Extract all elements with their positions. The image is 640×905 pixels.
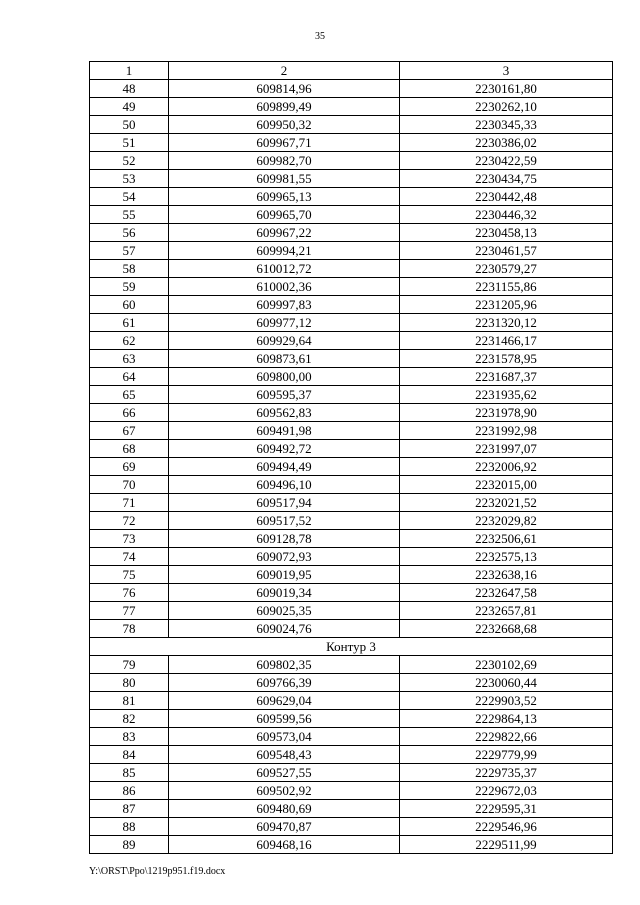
cell-y-coordinate: 2232015,00 bbox=[400, 476, 613, 494]
cell-x-coordinate: 609629,04 bbox=[169, 692, 400, 710]
cell-y-coordinate: 2231466,17 bbox=[400, 332, 613, 350]
cell-x-coordinate: 609527,55 bbox=[169, 764, 400, 782]
cell-x-coordinate: 609019,34 bbox=[169, 584, 400, 602]
cell-x-coordinate: 609766,39 bbox=[169, 674, 400, 692]
cell-y-coordinate: 2230386,02 bbox=[400, 134, 613, 152]
cell-y-coordinate: 2229779,99 bbox=[400, 746, 613, 764]
table-row bbox=[90, 458, 613, 476]
section-row bbox=[90, 638, 613, 656]
coordinates-table bbox=[89, 61, 613, 854]
cell-y-coordinate: 2230434,75 bbox=[400, 170, 613, 188]
cell-point-number: 57 bbox=[90, 242, 169, 260]
table-row bbox=[90, 350, 613, 368]
cell-y-coordinate: 2229822,66 bbox=[400, 728, 613, 746]
cell-point-number: 87 bbox=[90, 800, 169, 818]
table-row bbox=[90, 746, 613, 764]
table-row bbox=[90, 782, 613, 800]
table-row bbox=[90, 674, 613, 692]
cell-y-coordinate: 2231997,07 bbox=[400, 440, 613, 458]
cell-x-coordinate: 609019,95 bbox=[169, 566, 400, 584]
cell-point-number: 58 bbox=[90, 260, 169, 278]
cell-y-coordinate: 2232575,13 bbox=[400, 548, 613, 566]
table-row bbox=[90, 404, 613, 422]
cell-x-coordinate: 609994,21 bbox=[169, 242, 400, 260]
cell-point-number: 48 bbox=[90, 80, 169, 98]
cell-y-coordinate: 2231935,62 bbox=[400, 386, 613, 404]
cell-point-number: 59 bbox=[90, 278, 169, 296]
table-row bbox=[90, 296, 613, 314]
cell-x-coordinate: 609494,49 bbox=[169, 458, 400, 476]
table-row bbox=[90, 260, 613, 278]
cell-y-coordinate: 2232668,68 bbox=[400, 620, 613, 638]
cell-point-number: 68 bbox=[90, 440, 169, 458]
table-row bbox=[90, 116, 613, 134]
cell-y-coordinate: 2229864,13 bbox=[400, 710, 613, 728]
cell-x-coordinate: 609981,55 bbox=[169, 170, 400, 188]
table-row bbox=[90, 206, 613, 224]
table-row bbox=[90, 656, 613, 674]
cell-x-coordinate: 609517,94 bbox=[169, 494, 400, 512]
cell-x-coordinate: 609496,10 bbox=[169, 476, 400, 494]
cell-x-coordinate: 609965,13 bbox=[169, 188, 400, 206]
cell-point-number: 85 bbox=[90, 764, 169, 782]
table-row bbox=[90, 332, 613, 350]
table-row bbox=[90, 548, 613, 566]
cell-y-coordinate: 2232657,81 bbox=[400, 602, 613, 620]
cell-x-coordinate: 609548,43 bbox=[169, 746, 400, 764]
cell-x-coordinate: 609950,32 bbox=[169, 116, 400, 134]
table-row bbox=[90, 152, 613, 170]
cell-point-number: 80 bbox=[90, 674, 169, 692]
cell-point-number: 88 bbox=[90, 818, 169, 836]
table-row bbox=[90, 368, 613, 386]
cell-point-number: 49 bbox=[90, 98, 169, 116]
table-body-after bbox=[90, 656, 613, 854]
cell-y-coordinate: 2230102,69 bbox=[400, 656, 613, 674]
cell-y-coordinate: 2231992,98 bbox=[400, 422, 613, 440]
cell-y-coordinate: 2230442,48 bbox=[400, 188, 613, 206]
cell-x-coordinate: 609468,16 bbox=[169, 836, 400, 854]
table-row bbox=[90, 188, 613, 206]
page-number: 35 bbox=[315, 31, 325, 42]
cell-point-number: 76 bbox=[90, 584, 169, 602]
table-row bbox=[90, 512, 613, 530]
table-row bbox=[90, 494, 613, 512]
cell-point-number: 67 bbox=[90, 422, 169, 440]
cell-x-coordinate: 609502,92 bbox=[169, 782, 400, 800]
cell-point-number: 56 bbox=[90, 224, 169, 242]
cell-x-coordinate: 609492,72 bbox=[169, 440, 400, 458]
cell-point-number: 66 bbox=[90, 404, 169, 422]
header-cell-y: 3 bbox=[400, 62, 613, 80]
cell-point-number: 82 bbox=[90, 710, 169, 728]
cell-x-coordinate: 609873,61 bbox=[169, 350, 400, 368]
cell-x-coordinate: 609814,96 bbox=[169, 80, 400, 98]
cell-x-coordinate: 609967,22 bbox=[169, 224, 400, 242]
cell-y-coordinate: 2231978,90 bbox=[400, 404, 613, 422]
cell-x-coordinate: 609982,70 bbox=[169, 152, 400, 170]
table-header-row bbox=[90, 62, 613, 80]
table-row bbox=[90, 314, 613, 332]
cell-x-coordinate: 609800,00 bbox=[169, 368, 400, 386]
cell-x-coordinate: 609967,71 bbox=[169, 134, 400, 152]
cell-y-coordinate: 2229546,96 bbox=[400, 818, 613, 836]
cell-point-number: 55 bbox=[90, 206, 169, 224]
table-row bbox=[90, 386, 613, 404]
table-row bbox=[90, 98, 613, 116]
cell-y-coordinate: 2231578,95 bbox=[400, 350, 613, 368]
cell-x-coordinate: 609802,35 bbox=[169, 656, 400, 674]
cell-point-number: 54 bbox=[90, 188, 169, 206]
cell-y-coordinate: 2230461,57 bbox=[400, 242, 613, 260]
cell-y-coordinate: 2229595,31 bbox=[400, 800, 613, 818]
cell-y-coordinate: 2229735,37 bbox=[400, 764, 613, 782]
cell-x-coordinate: 610002,36 bbox=[169, 278, 400, 296]
table-row bbox=[90, 422, 613, 440]
cell-point-number: 61 bbox=[90, 314, 169, 332]
table-row bbox=[90, 620, 613, 638]
table-row bbox=[90, 800, 613, 818]
cell-y-coordinate: 2230458,13 bbox=[400, 224, 613, 242]
section-title: Контур 3 bbox=[90, 638, 613, 656]
table-row bbox=[90, 440, 613, 458]
cell-point-number: 72 bbox=[90, 512, 169, 530]
cell-x-coordinate: 609025,35 bbox=[169, 602, 400, 620]
table-row bbox=[90, 602, 613, 620]
cell-y-coordinate: 2229511,99 bbox=[400, 836, 613, 854]
cell-point-number: 86 bbox=[90, 782, 169, 800]
table-row bbox=[90, 764, 613, 782]
cell-x-coordinate: 610012,72 bbox=[169, 260, 400, 278]
cell-point-number: 74 bbox=[90, 548, 169, 566]
cell-y-coordinate: 2230579,27 bbox=[400, 260, 613, 278]
table-row bbox=[90, 836, 613, 854]
cell-point-number: 63 bbox=[90, 350, 169, 368]
cell-x-coordinate: 609599,56 bbox=[169, 710, 400, 728]
table-row bbox=[90, 530, 613, 548]
table-row bbox=[90, 224, 613, 242]
cell-point-number: 77 bbox=[90, 602, 169, 620]
cell-point-number: 71 bbox=[90, 494, 169, 512]
cell-x-coordinate: 609491,98 bbox=[169, 422, 400, 440]
cell-x-coordinate: 609997,83 bbox=[169, 296, 400, 314]
cell-x-coordinate: 609517,52 bbox=[169, 512, 400, 530]
cell-x-coordinate: 609072,93 bbox=[169, 548, 400, 566]
cell-x-coordinate: 609128,78 bbox=[169, 530, 400, 548]
cell-point-number: 81 bbox=[90, 692, 169, 710]
header-cell-x: 2 bbox=[169, 62, 400, 80]
cell-point-number: 53 bbox=[90, 170, 169, 188]
cell-point-number: 73 bbox=[90, 530, 169, 548]
cell-x-coordinate: 609470,87 bbox=[169, 818, 400, 836]
cell-point-number: 89 bbox=[90, 836, 169, 854]
cell-y-coordinate: 2230262,10 bbox=[400, 98, 613, 116]
cell-point-number: 79 bbox=[90, 656, 169, 674]
cell-y-coordinate: 2230060,44 bbox=[400, 674, 613, 692]
table-body-before bbox=[90, 80, 613, 638]
cell-y-coordinate: 2232021,52 bbox=[400, 494, 613, 512]
cell-point-number: 84 bbox=[90, 746, 169, 764]
header-cell-point: 1 bbox=[90, 62, 169, 80]
cell-point-number: 69 bbox=[90, 458, 169, 476]
cell-x-coordinate: 609024,76 bbox=[169, 620, 400, 638]
cell-point-number: 51 bbox=[90, 134, 169, 152]
cell-y-coordinate: 2230422,59 bbox=[400, 152, 613, 170]
table-row bbox=[90, 566, 613, 584]
cell-x-coordinate: 609965,70 bbox=[169, 206, 400, 224]
cell-point-number: 65 bbox=[90, 386, 169, 404]
footer-file-path: Y:\ORST\Ppo\1219p951.f19.docx bbox=[89, 866, 226, 877]
cell-point-number: 50 bbox=[90, 116, 169, 134]
cell-point-number: 78 bbox=[90, 620, 169, 638]
table-row bbox=[90, 242, 613, 260]
cell-y-coordinate: 2231155,86 bbox=[400, 278, 613, 296]
table-row bbox=[90, 476, 613, 494]
cell-y-coordinate: 2229903,52 bbox=[400, 692, 613, 710]
table-row bbox=[90, 80, 613, 98]
cell-y-coordinate: 2231205,96 bbox=[400, 296, 613, 314]
table-row bbox=[90, 134, 613, 152]
table-row bbox=[90, 692, 613, 710]
cell-y-coordinate: 2232638,16 bbox=[400, 566, 613, 584]
cell-y-coordinate: 2230446,32 bbox=[400, 206, 613, 224]
cell-point-number: 75 bbox=[90, 566, 169, 584]
cell-y-coordinate: 2232029,82 bbox=[400, 512, 613, 530]
cell-point-number: 64 bbox=[90, 368, 169, 386]
cell-x-coordinate: 609977,12 bbox=[169, 314, 400, 332]
cell-point-number: 52 bbox=[90, 152, 169, 170]
table-row bbox=[90, 818, 613, 836]
cell-y-coordinate: 2231320,12 bbox=[400, 314, 613, 332]
table-row bbox=[90, 710, 613, 728]
cell-x-coordinate: 609595,37 bbox=[169, 386, 400, 404]
table-row bbox=[90, 278, 613, 296]
cell-x-coordinate: 609480,69 bbox=[169, 800, 400, 818]
cell-y-coordinate: 2232647,58 bbox=[400, 584, 613, 602]
cell-y-coordinate: 2229672,03 bbox=[400, 782, 613, 800]
cell-x-coordinate: 609562,83 bbox=[169, 404, 400, 422]
cell-y-coordinate: 2230345,33 bbox=[400, 116, 613, 134]
table-row bbox=[90, 728, 613, 746]
table-row bbox=[90, 584, 613, 602]
cell-y-coordinate: 2232006,92 bbox=[400, 458, 613, 476]
cell-point-number: 62 bbox=[90, 332, 169, 350]
cell-y-coordinate: 2230161,80 bbox=[400, 80, 613, 98]
cell-x-coordinate: 609929,64 bbox=[169, 332, 400, 350]
cell-point-number: 83 bbox=[90, 728, 169, 746]
cell-y-coordinate: 2231687,37 bbox=[400, 368, 613, 386]
cell-y-coordinate: 2232506,61 bbox=[400, 530, 613, 548]
cell-x-coordinate: 609899,49 bbox=[169, 98, 400, 116]
cell-point-number: 60 bbox=[90, 296, 169, 314]
cell-point-number: 70 bbox=[90, 476, 169, 494]
table-row bbox=[90, 170, 613, 188]
cell-x-coordinate: 609573,04 bbox=[169, 728, 400, 746]
